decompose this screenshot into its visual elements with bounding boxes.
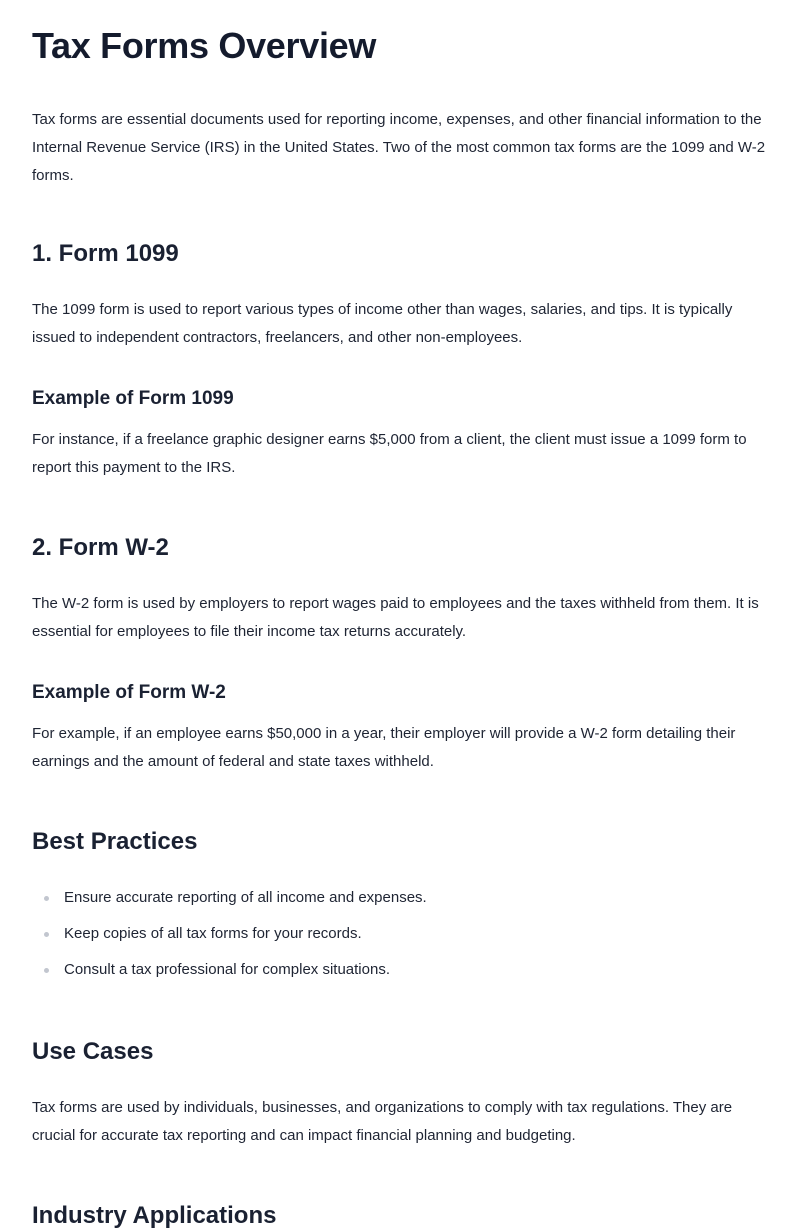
best-practices-list	[32, 880, 768, 988]
list-item: Consult a tax professional for complex situations.	[32, 952, 768, 988]
section-heading-use-cases: Use Cases	[32, 1038, 154, 1065]
example-heading-form-1099: Example of Form 1099	[32, 388, 234, 409]
example-paragraph-form-1099: For instance, if a freelance graphic designer earns $5,000 from a client, the client must issue a 1099 form to report this payment to the IRS.	[32, 431, 747, 476]
section-best-practices	[32, 826, 768, 988]
section-heading-industry-applications: Industry Applications	[32, 1202, 277, 1229]
use-cases-paragraph: Tax forms are used by individuals, businesses, and organizations to comply with tax regulations. They are crucial for accurate tax reporting and can impact financial planning and budgeting.	[32, 1099, 733, 1144]
section-form-w2	[32, 532, 768, 776]
section-heading-form-1099: 1. Form 1099	[32, 240, 179, 267]
intro-paragraph: Tax forms are essential documents used for reporting income, expenses, and other financial information to the Internal Revenue Service (IRS) in the United States. Two of the most common tax forms are the 1099 and W-2 forms.	[32, 111, 766, 184]
list-item: Keep copies of all tax forms for your records.	[32, 916, 768, 952]
section-industry-applications	[32, 1200, 768, 1232]
example-paragraph-form-w2: For example, if an employee earns $50,000 in a year, their employer will provide a W-2 form detailing their earnings and the amount of federal and state taxes withheld.	[32, 725, 736, 770]
section-form-1099	[32, 238, 768, 482]
form-1099-description: The 1099 form is used to report various types of income other than wages, salaries, and tips. It is typically issued to independent contractors, freelancers, and other non-employees.	[32, 301, 733, 346]
form-w2-description: The W-2 form is used by employers to report wages paid to employees and the taxes withheld from them. It is essential for employees to file their income tax returns accurately.	[32, 595, 759, 640]
section-heading-form-w2: 2. Form W-2	[32, 534, 169, 561]
section-heading-best-practices: Best Practices	[32, 828, 198, 855]
example-heading-form-w2: Example of Form W-2	[32, 682, 226, 703]
page-title: Tax Forms Overview	[32, 25, 377, 66]
section-use-cases	[32, 1036, 768, 1150]
list-item: Ensure accurate reporting of all income and expenses.	[32, 880, 768, 916]
